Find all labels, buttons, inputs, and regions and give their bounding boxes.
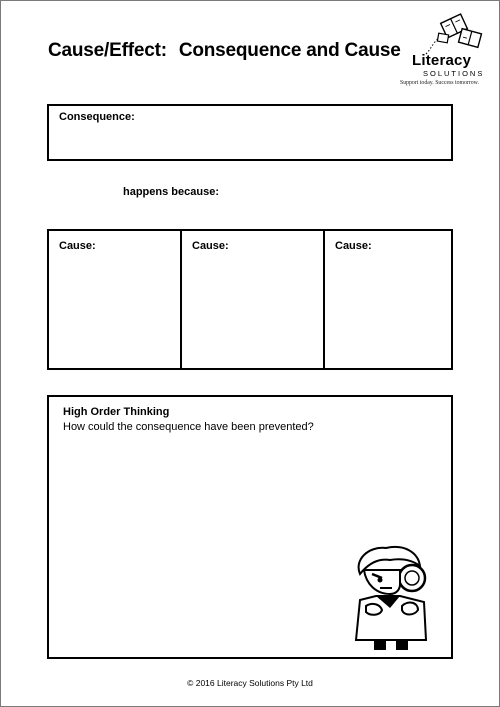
happens-because-text: happens because: xyxy=(123,186,219,198)
scientist-cartoon-icon xyxy=(346,540,442,652)
logo-wordmark: Literacy xyxy=(412,52,472,69)
cause-label-1: Cause: xyxy=(59,240,96,252)
title-part-2: Consequence and Cause xyxy=(178,40,401,61)
consequence-box[interactable] xyxy=(47,104,453,161)
high-order-thinking-title: High Order Thinking xyxy=(63,406,170,418)
copyright-footer: © 2016 Literacy Solutions Pty Ltd xyxy=(187,678,313,688)
cause-label-2: Cause: xyxy=(192,240,229,252)
high-order-thinking-question: How could the consequence have been prevented? xyxy=(63,421,314,433)
logo-subtitle: SOLUTIONS xyxy=(423,69,485,78)
logo-tagline: Support today. Success tomorrow. xyxy=(400,80,479,86)
title-part-1: Cause/Effect: xyxy=(48,40,167,61)
causes-box xyxy=(47,229,453,370)
cause-cell-2[interactable] xyxy=(182,231,322,368)
cause-cell-1[interactable] xyxy=(49,231,180,368)
page-title xyxy=(48,40,401,62)
cause-label-3: Cause: xyxy=(335,240,372,252)
cause-cell-3[interactable] xyxy=(325,231,451,368)
consequence-label: Consequence: xyxy=(59,111,135,123)
